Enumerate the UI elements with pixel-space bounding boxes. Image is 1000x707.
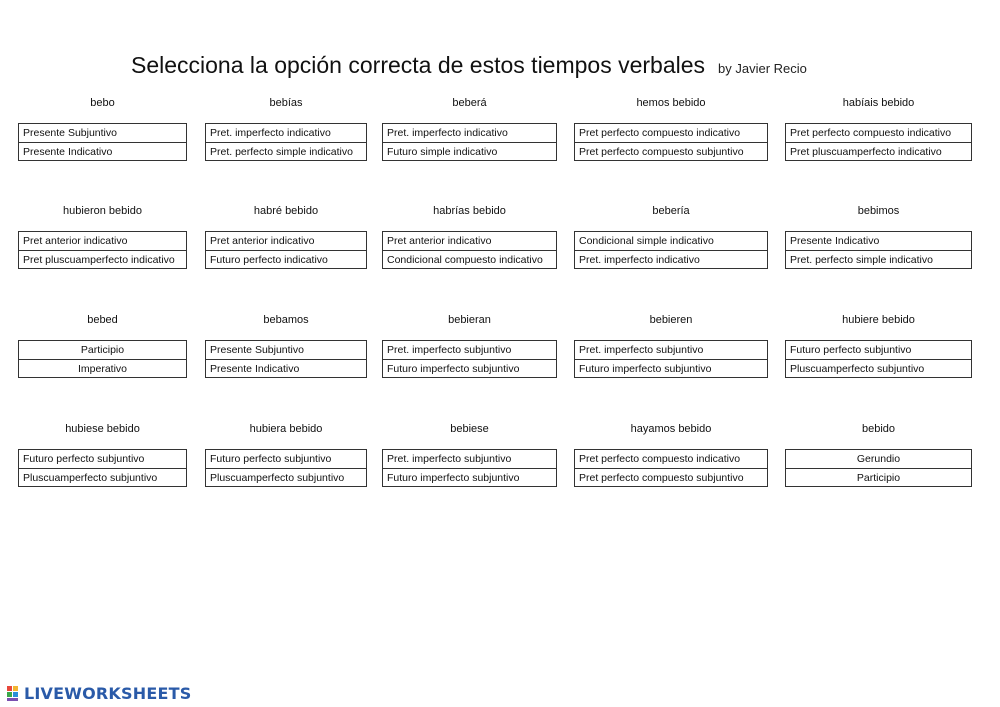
question-7 — [205, 205, 367, 277]
answer-option[interactable]: Pret. imperfecto subjuntivo — [579, 344, 704, 356]
verb-label: hemos bebido — [636, 97, 706, 109]
author-credit: by Javier Recio — [718, 61, 807, 76]
question-1 — [18, 97, 187, 169]
answer-option[interactable]: Pret perfecto compuesto indicativo — [579, 453, 741, 465]
verb-label: bebo — [90, 97, 115, 109]
answer-options — [205, 340, 367, 378]
answer-options — [574, 231, 768, 269]
question-10 — [785, 205, 972, 277]
answer-options — [785, 123, 972, 161]
verb-label: hubiera bebido — [249, 423, 323, 435]
answer-option[interactable]: Pret perfecto compuesto subjuntivo — [575, 468, 767, 486]
answer-option[interactable]: Pret perfecto compuesto indicativo — [579, 127, 741, 139]
answer-options — [205, 231, 367, 269]
verb-label: bebías — [269, 97, 303, 109]
verb-label: beberá — [452, 97, 487, 109]
answer-options — [785, 231, 972, 269]
question-5 — [785, 97, 972, 169]
verb-label: habíais bebido — [842, 97, 915, 109]
answer-option[interactable]: Imperativo — [19, 359, 186, 377]
verb-label: bebamos — [263, 314, 309, 326]
answer-option[interactable]: Futuro imperfecto subjuntivo — [575, 359, 767, 377]
question-14 — [574, 314, 768, 386]
answer-option[interactable]: Pret. perfecto simple indicativo — [786, 250, 971, 268]
answer-option[interactable]: Condicional simple indicativo — [579, 235, 714, 247]
verb-label: hubiese bebido — [65, 423, 140, 435]
answer-option[interactable]: Futuro perfecto subjuntivo — [790, 344, 912, 356]
answer-option[interactable]: Pret pluscuamperfecto indicativo — [786, 142, 971, 160]
answer-option[interactable]: Participio — [786, 468, 971, 486]
liveworksheets-logo — [7, 684, 191, 703]
answer-option[interactable]: Pret anterior indicativo — [387, 235, 492, 247]
question-8 — [382, 205, 557, 277]
answer-option[interactable]: Pret. imperfecto indicativo — [387, 127, 508, 139]
answer-option[interactable]: Presente Subjuntivo — [210, 344, 304, 356]
answer-option[interactable]: Futuro perfecto subjuntivo — [210, 453, 332, 465]
answer-option[interactable]: Futuro perfecto subjuntivo — [23, 453, 145, 465]
answer-options — [18, 231, 187, 269]
answer-option[interactable]: Pret anterior indicativo — [210, 235, 315, 247]
answer-option[interactable]: Pret pluscuamperfecto indicativo — [19, 250, 186, 268]
answer-options — [18, 340, 187, 378]
answer-option[interactable]: Pret perfecto compuesto indicativo — [790, 127, 952, 139]
answer-options — [574, 123, 768, 161]
answer-options — [785, 340, 972, 378]
brand-text: LIVEWORKSHEETS — [24, 684, 192, 703]
answer-option[interactable]: Pret. imperfecto indicativo — [210, 127, 331, 139]
answer-option[interactable]: Futuro simple indicativo — [383, 142, 556, 160]
answer-options — [574, 449, 768, 487]
question-17 — [205, 423, 367, 495]
question-6 — [18, 205, 187, 277]
answer-options — [205, 123, 367, 161]
question-16 — [18, 423, 187, 495]
answer-option[interactable]: Pret. perfecto simple indicativo — [206, 142, 366, 160]
verb-label: hubiere bebido — [842, 314, 915, 326]
answer-option[interactable]: Participio — [80, 344, 125, 356]
verb-label: hubieron bebido — [63, 205, 142, 217]
answer-option[interactable]: Futuro imperfecto subjuntivo — [383, 359, 556, 377]
verb-label: hayamos bebido — [630, 423, 712, 435]
verb-label: habrías bebido — [433, 205, 506, 217]
question-20 — [785, 423, 972, 495]
verb-label: habré bebido — [253, 205, 319, 217]
answer-options — [785, 449, 972, 487]
question-19 — [574, 423, 768, 495]
answer-option[interactable]: Futuro perfecto indicativo — [206, 250, 366, 268]
question-4 — [574, 97, 768, 169]
verb-label: bebería — [652, 205, 690, 217]
liveworksheets-logo-icon — [7, 686, 21, 702]
question-13 — [382, 314, 557, 386]
answer-option[interactable]: Pret perfecto compuesto subjuntivo — [575, 142, 767, 160]
question-3 — [382, 97, 557, 169]
answer-option[interactable]: Pluscuamperfecto subjuntivo — [19, 468, 186, 486]
verb-label: bebieren — [649, 314, 693, 326]
question-15 — [785, 314, 972, 386]
answer-option[interactable]: Pret. imperfecto subjuntivo — [387, 453, 512, 465]
answer-options — [382, 340, 557, 378]
verb-label: bebieran — [448, 314, 491, 326]
verb-label: bebiese — [450, 423, 489, 435]
answer-options — [205, 449, 367, 487]
answer-option[interactable]: Pret anterior indicativo — [23, 235, 128, 247]
answer-option[interactable]: Futuro imperfecto subjuntivo — [383, 468, 556, 486]
answer-options — [574, 340, 768, 378]
verb-label: bebido — [861, 423, 896, 435]
answer-option[interactable]: Gerundio — [856, 453, 901, 465]
answer-options — [18, 123, 187, 161]
question-18 — [382, 423, 557, 495]
question-9 — [574, 205, 768, 277]
verb-label: bebimos — [857, 205, 900, 217]
verb-label: bebed — [87, 314, 118, 326]
question-12 — [205, 314, 367, 386]
answer-options — [382, 123, 557, 161]
answer-option[interactable]: Pluscuamperfecto subjuntivo — [206, 468, 366, 486]
answer-option[interactable]: Pret. imperfecto subjuntivo — [387, 344, 512, 356]
answer-option[interactable]: Presente Indicativo — [19, 142, 186, 160]
answer-options — [382, 449, 557, 487]
page-title: Selecciona la opción correcta de estos tiempos verbales — [131, 52, 706, 78]
question-11 — [18, 314, 187, 386]
answer-option[interactable]: Presente Subjuntivo — [23, 127, 117, 139]
answer-option[interactable]: Presente Indicativo — [790, 235, 880, 247]
answer-option[interactable]: Condicional compuesto indicativo — [383, 250, 556, 268]
answer-option[interactable]: Pret. imperfecto indicativo — [575, 250, 767, 268]
question-2 — [205, 97, 367, 169]
answer-options — [382, 231, 557, 269]
answer-option[interactable]: Presente Indicativo — [206, 359, 366, 377]
answer-option[interactable]: Pluscuamperfecto subjuntivo — [786, 359, 971, 377]
answer-options — [18, 449, 187, 487]
